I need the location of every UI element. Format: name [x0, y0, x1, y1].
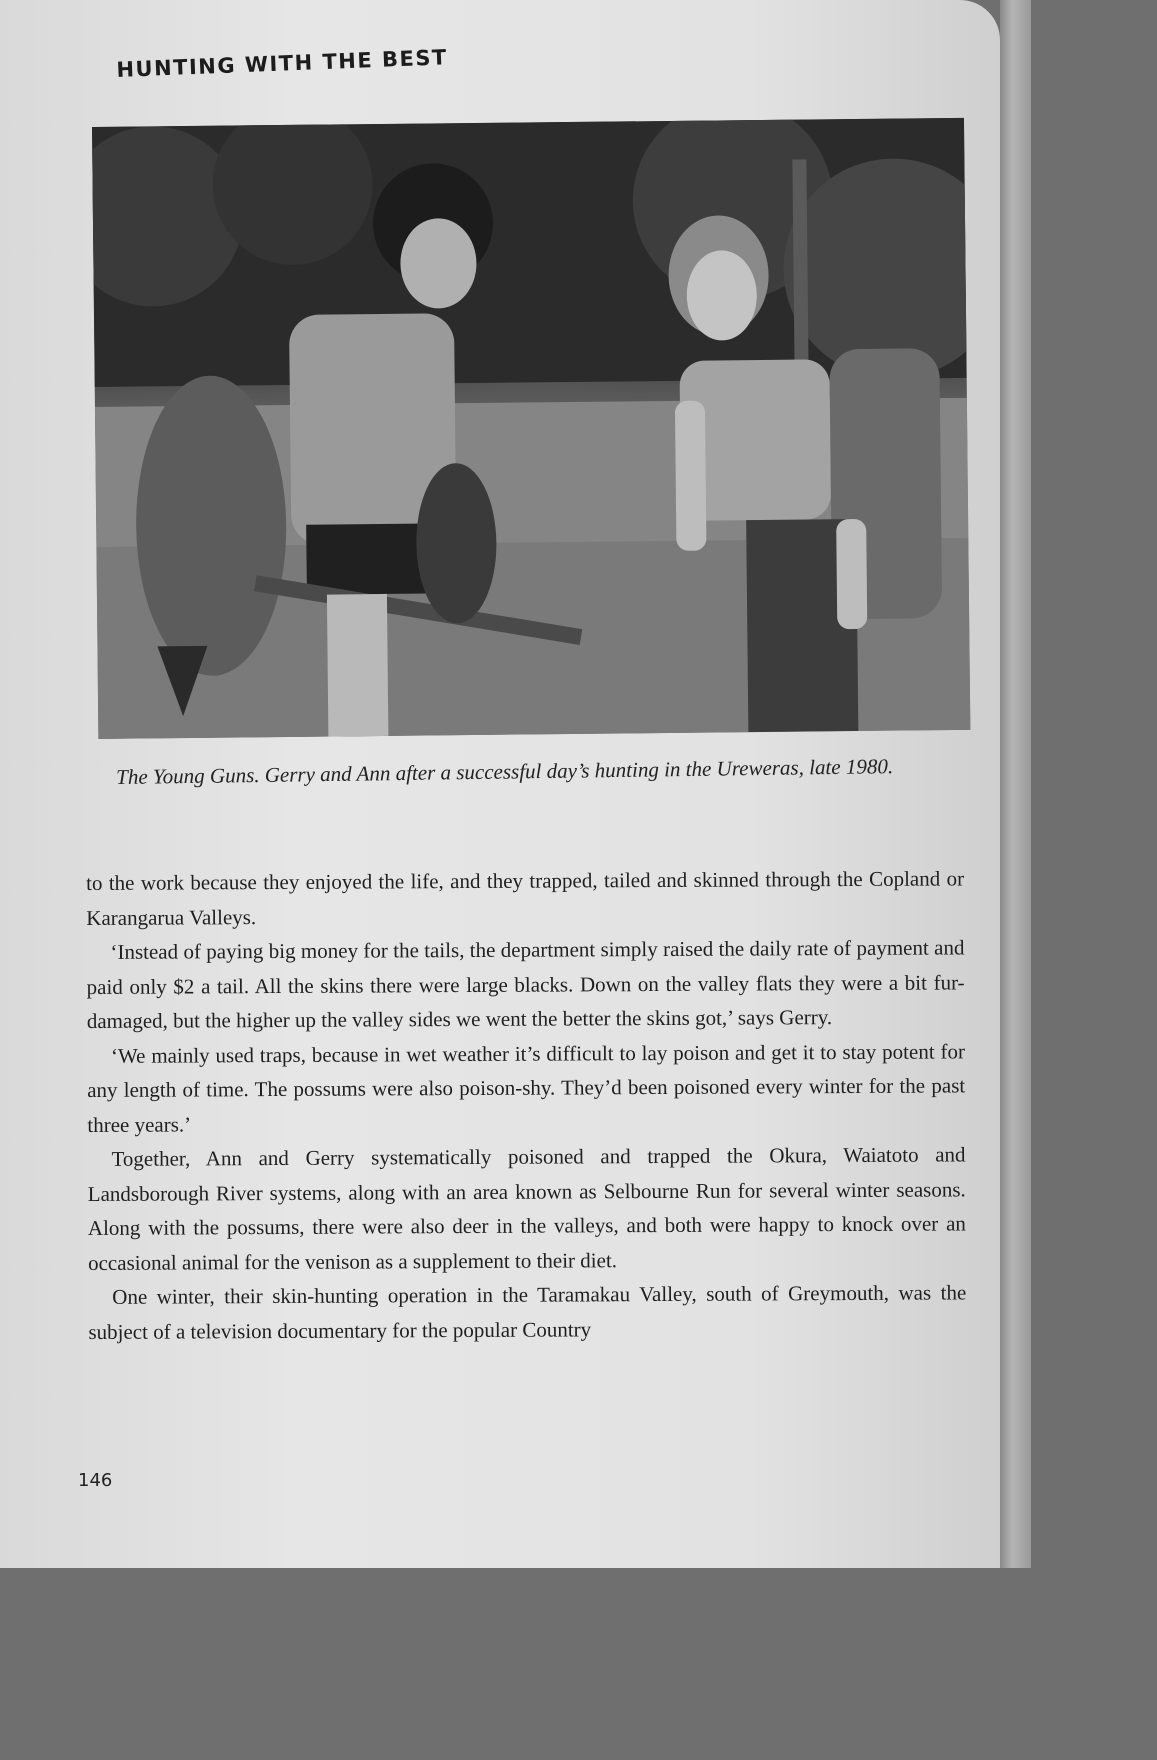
paragraph: to the work because they enjoyed the life, and they trapped, tailed and skinned through the Copland or Karangarua Valleys. — [86, 866, 965, 930]
paragraph: ‘Instead of paying big money for the tails, the department simply raised the daily rate of payment and paid only $2 a tail. All the skins there were large blacks. Down on the valley flats they were a bit fur-damaged, but the higher up the valley sides we went the better the skins got,’ says Gerry. — [86, 935, 965, 1033]
photo-two-hunters — [92, 118, 970, 739]
body-text — [86, 861, 967, 1349]
photo-caption: The Young Guns. Gerry and Ann after a successful day’s hunting in the Ureweras, late 1980. — [116, 754, 894, 789]
paragraph: ‘We mainly used traps, because in wet weather it’s difficult to lay poison and get it to stay potent for any length of time. The possums were also poison-shy. They’d been poisoned every winter for the past three years.’ — [87, 1038, 966, 1137]
adjacent-page-edge — [1000, 0, 1031, 1568]
page-number: 146 — [78, 1470, 113, 1491]
running-head: HUNTING WITH THE BEST — [116, 45, 449, 82]
photo-illustration — [92, 118, 970, 739]
man-shorts — [306, 524, 427, 595]
paragraph: Together, Ann and Gerry systematically poisoned and trapped the Okura, Waiatoto and Landsborough River systems, along with an area known as Selbourne Run for several winter seasons. Along with the possums, there were also deer in the valleys, and both were happy to knock over an occasional animal for the venison as a supplement to their diet. — [87, 1142, 966, 1275]
paragraph: One winter, their skin-hunting operation in the Taramakau Valley, south of Greymouth, was the subject of a television documentary for the popular Country — [88, 1280, 967, 1344]
